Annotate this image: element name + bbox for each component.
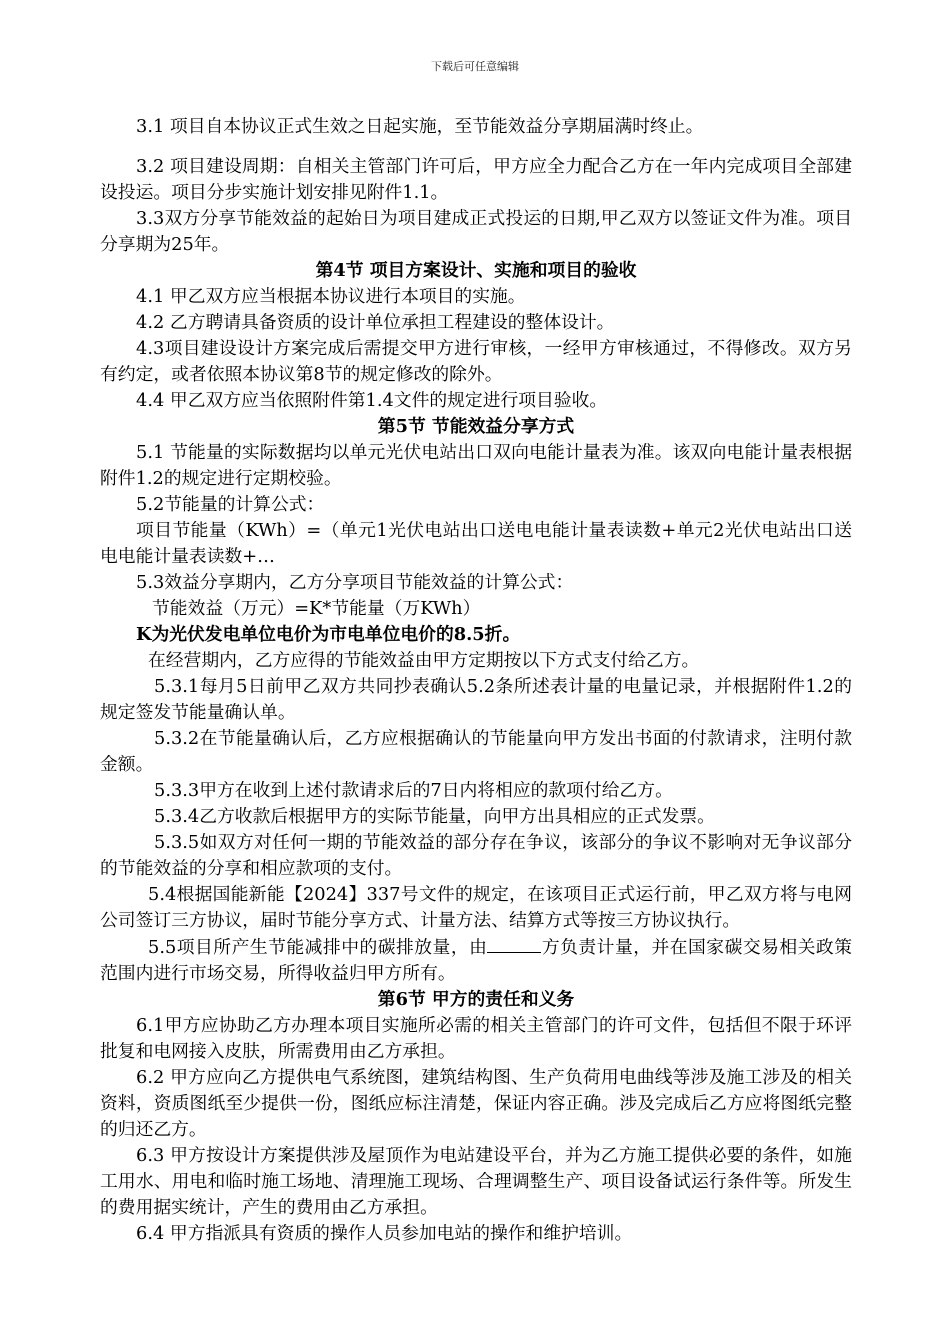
- clause-6-1: 6.1甲方应协助乙方办理本项目实施所必需的相关主管部门的许可文件，包括但不限于环评批复和电网接入皮肤，所需费用由乙方承担。: [100, 1015, 852, 1062]
- clause-4-3: 4.3项目建设设计方案完成后需提交甲方进行审核，一经甲方审核通过，不得修改。双方另有约定，或者依照本协议第8节的规定修改的除外。: [100, 338, 852, 385]
- clause-5-2: 5.2节能量的计算公式：: [136, 494, 325, 515]
- clause-5-3-3: 5.3.3甲方在收到上述付款请求后的7日内将相应的款项付给乙方。: [154, 780, 673, 801]
- clause-5-3-k-definition: K为光伏发电单位电价为市电单位电价的8.5折。: [136, 624, 521, 645]
- section-6-heading: 第6节 甲方的责任和义务: [377, 989, 575, 1010]
- clause-5-3-formula: 节能效益（万元）=K*节能量（万KWh）: [152, 598, 481, 619]
- clause-3-3: 3.3双方分享节能效益的起始日为项目建成正式投运的日期,甲乙双方以签证文件为准。项目分享期为25年。: [100, 208, 852, 255]
- clause-6-3: 6.3 甲方按设计方案提供涉及屋顶作为电站建设平台，并为乙方施工提供必要的条件，如施工用水、用电和临时施工场地、清理施工现场、合理调整生产、项目设备试运行条件等。所发生的费用据实统计，产生的费用由乙方承担。: [100, 1145, 852, 1218]
- clause-4-2: 4.2 乙方聘请具备资质的设计单位承担工程建设的整体设计。: [136, 312, 615, 333]
- clause-5-3-5: 5.3.5如双方对任何一期的节能效益的部分存在争议，该部分的争议不影响对无争议部分的节能效益的分享和相应款项的支付。: [100, 832, 852, 879]
- clause-5-2-formula: 项目节能量（KWh）=（单元1光伏电站出口送电电能计量表读数+单元2光伏电站出口送电电能计量表读数+…: [100, 520, 852, 567]
- clause-6-4: 6.4 甲方指派具有资质的操作人员参加电站的操作和维护培训。: [136, 1223, 633, 1244]
- clause-5-3-1: 5.3.1每月5日前甲乙双方共同抄表确认5.2条所述表计量的电量记录，并根据附件1.2的规定签发节能量确认单。: [100, 676, 852, 723]
- clause-5-5-part-b: 方负责计量，并在国家碳交易相关政策范围内进行市场交易，所得收益归甲方所有。: [100, 937, 852, 984]
- section-5-heading: 第5节 节能效益分享方式: [377, 416, 575, 437]
- clause-4-1: 4.1 甲乙双方应当根据本协议进行本项目的实施。: [136, 286, 526, 307]
- clause-5-3-2: 5.3.2在节能量确认后，乙方应根据确认的节能量向甲方发出书面的付款请求，注明付款金额。: [100, 728, 852, 775]
- clause-5-5: [100, 934, 852, 987]
- blank-fill-line: [487, 934, 541, 953]
- section-4-heading: 第4节 项目方案设计、实施和项目的验收: [315, 260, 637, 281]
- clause-5-5-part-a: 5.5项目所产生节能减排中的碳排放量，由: [148, 937, 488, 958]
- clause-5-3-payment-intro: 在经营期内，乙方应得的节能效益由甲方定期按以下方式支付给乙方。: [148, 650, 700, 671]
- clause-4-4: 4.4 甲乙双方应当依照附件第1.4文件的规定进行项目验收。: [136, 390, 608, 411]
- clause-5-3: 5.3效益分享期内，乙方分享项目节能效益的计算公式：: [136, 572, 574, 593]
- page-header-note: 下载后可任意编辑: [431, 60, 519, 73]
- clause-5-4: 5.4根据国能新能【2024】337号文件的规定，在该项目正式运行前，甲乙双方将与电网公司签订三方协议，届时节能分享方式、计量方法、结算方式等按三方协议执行。: [100, 884, 852, 931]
- clause-3-2: 3.2 项目建设周期：自相关主管部门许可后，甲方应全力配合乙方在一年内完成项目全部建设投运。项目分步实施计划安排见附件1.1。: [100, 156, 852, 203]
- clause-6-2: 6.2 甲方应向乙方提供电气系统图，建筑结构图、生产负荷用电曲线等涉及施工涉及的相关资料，资质图纸至少提供一份，图纸应标注清楚，保证内容正确。涉及完成后乙方应将图纸完整的归还乙方。: [100, 1067, 852, 1140]
- clause-5-1: 5.1 节能量的实际数据均以单元光伏电站出口双向电能计量表为准。该双向电能计量表根据附件1.2的规定进行定期校验。: [100, 442, 852, 489]
- document-body: [100, 114, 852, 1247]
- clause-3-1: 3.1 项目自本协议正式生效之日起实施，至节能效益分享期届满时终止。: [136, 116, 704, 137]
- clause-5-3-4: 5.3.4乙方收款后根据甲方的实际节能量，向甲方出具相应的正式发票。: [154, 806, 715, 827]
